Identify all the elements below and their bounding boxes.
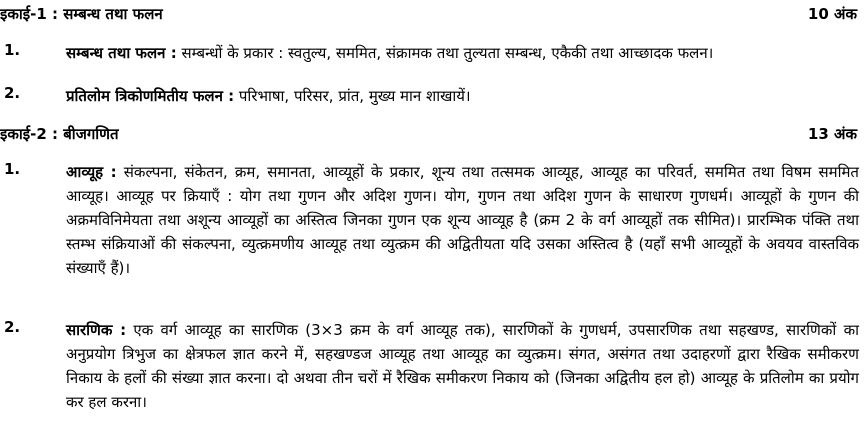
unit-1-marks: 10 अंक [807, 5, 857, 23]
item-number: 1. [4, 160, 21, 178]
item-term: आव्यूह : [66, 163, 117, 181]
item-term: सम्बन्ध तथा फलन : [66, 44, 177, 62]
item-body [66, 84, 865, 108]
unit-2-title: इकाई-2 : बीजगणित [0, 125, 119, 143]
item-text: परिभाषा, परिसर, प्रांत, मुख्य मान शाखायें। [234, 87, 471, 105]
item-text: संकल्पना, संकेतन, क्रम, समानता, आव्यूहों के प्रकार, शून्य तथा तत्समक आव्यूह, आव्यूह का परिवर्त, सममित तथा विषम सममित आव्यूह। आव्यूह पर क्रियाएँ : योग तथा गुणन और अदिश गुणन। योग, गुणन तथा अदिश गुणन के साधारण गुणधर्म। आव्यूहों के गुणन की अक्रमविनिमेयता तथा अशून्य आव्यूहों का अस्तित्व जिनका गुणन एक शून्य आव्यूह है (क्रम 2 के वर्ग आव्यूहों तक सीमित)। प्रारम्भिक पंक्ति तथा स्तम्भ संक्रियाओं की संकल्पना, व्युत्क्रमणीय आव्यूह तथा व्युत्क्रम की अद्वितीयता यदि उसका अस्तित्व है (यहाँ सभी आव्यूहों के अवयव वास्तविक संख्याएँ हैं)। [66, 163, 859, 277]
item-body [66, 41, 865, 65]
unit-1-title: इकाई-1 : सम्बन्ध तथा फलन [0, 5, 163, 23]
unit-2-item-2 [0, 318, 865, 414]
item-number: 2. [4, 84, 21, 102]
unit-2-item-1 [0, 160, 865, 280]
item-text: एक वर्ग आव्यूह का सारणिक (3×3 क्रम के वर्ग आव्यूह तक), सारणिकों के गुणधर्म, उपसारणिक तथा सहखण्ड, सारणिकों का अनुप्रयोग त्रिभुज का क्षेत्रफल ज्ञात करने में, सहखण्डज आव्यूह तथा आव्यूह का व्युत्क्रम। संगत, असंगत तथा उदाहरणों द्वारा रैखिक समीकरण निकाय के हलों की संख्या ज्ञात करना। दो अथवा तीन चरों में रैखिक समीकरण निकाय को (जिनका अद्वितीय हल हो) आव्यूह के प्रतिलोम का प्रयोग कर हल करना। [66, 321, 859, 411]
item-number: 1. [4, 41, 21, 59]
unit-2-marks: 13 अंक [807, 125, 857, 143]
unit-1-header [0, 4, 865, 24]
item-text: सम्बन्धों के प्रकार : स्वतुल्य, सममित, संक्रामक तथा तुल्यता सम्बन्ध, एकैकी तथा आच्छादक फलन। [176, 44, 714, 62]
item-number: 2. [4, 318, 21, 336]
unit-2-header [0, 124, 865, 144]
item-body [66, 160, 865, 280]
unit-1-item-2 [0, 84, 865, 108]
item-term: सारणिक : [66, 321, 127, 339]
unit-1-item-1 [0, 41, 865, 65]
item-term: प्रतिलोम त्रिकोणमितीय फलन : [66, 87, 235, 105]
item-body [66, 318, 865, 414]
